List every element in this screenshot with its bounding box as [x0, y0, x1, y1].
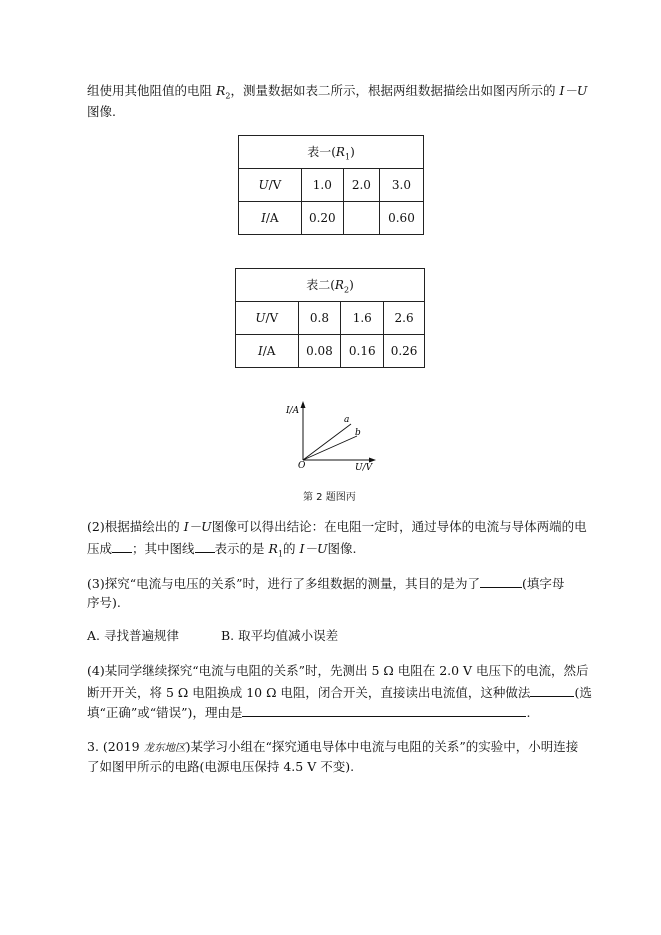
y-axis-label: I/A: [286, 406, 300, 416]
q4-line-1: (4)某同学继续探究“电流与电阻的关系”时，先测出 5 Ω 电阻在 2.0 V 电压下的电流，然后: [87, 663, 589, 678]
table-1-row-u: [239, 169, 424, 202]
answer-blank[interactable]: [530, 684, 574, 697]
intro-line-1: [87, 83, 587, 105]
table-2-row-i: [236, 335, 425, 368]
q3-line-1: (3)探究“电流与电压的关系”时，进行了多组数据的测量，其目的是为了 (填字母: [87, 576, 565, 591]
q4-line-3: 填“正确”或“错误”)，理由是 .: [87, 705, 531, 720]
intro-text-a: 组使用其他阻值的电阻: [87, 83, 216, 98]
table-cell: [343, 202, 379, 235]
q3-line-2: 序号).: [87, 595, 121, 610]
q3-options: [87, 628, 338, 644]
table-cell: 0.16: [341, 335, 384, 368]
iu-symbol: I－U: [559, 83, 588, 98]
table-2: [235, 268, 425, 368]
table-cell: 0.26: [384, 335, 425, 368]
line-b-label: b: [355, 428, 361, 438]
intro-text-b: ，测量数据如表二所示，根据两组数据描绘出如图丙所示的: [230, 83, 560, 98]
table-cell: 2.0: [343, 169, 379, 202]
table-cell: 0.8: [298, 302, 341, 335]
q4-line-2: 断开开关，将 5 Ω 电阻换成 10 Ω 电阻，闭合开关，直接读出电流值，这种做法 (选: [87, 685, 592, 700]
r2-subscript: 2: [225, 91, 231, 101]
table-2-title-row: [236, 269, 425, 302]
p3-line-1: 3. (2019 龙东地区)某学习小组在“探究通电导体中电流与电阻的关系”的实验中，小明连接: [87, 739, 579, 754]
table-2-row-u: [236, 302, 425, 335]
intro-line-2: [87, 104, 116, 120]
answer-blank[interactable]: [195, 540, 215, 553]
table-1-row-i: [239, 202, 424, 235]
table-cell: 0.60: [379, 202, 423, 235]
table-cell: 0.20: [301, 202, 343, 235]
origin-label: O: [298, 461, 306, 471]
x-axis-arrow: [369, 458, 376, 463]
table-1: [238, 135, 424, 235]
table-cell: 0.08: [298, 335, 341, 368]
line-a-label: a: [344, 415, 350, 425]
table-cell: 3.0: [379, 169, 423, 202]
figure-caption: 第 2 题图丙: [303, 492, 356, 503]
table-cell: 1.6: [341, 302, 384, 335]
table-cell: U/V: [236, 302, 299, 335]
option-a: A. 寻找普遍规律: [87, 628, 179, 643]
q2-line-1: (2)根据描绘出的 I－U图像可以得出结论：在电阻一定时，通过导体的电流与导体两端的电: [87, 519, 587, 534]
r2-symbol: R: [215, 83, 226, 98]
y-axis-arrow: [301, 401, 306, 408]
answer-blank[interactable]: [242, 704, 526, 717]
answer-blank[interactable]: [112, 540, 132, 553]
table-cell: I/A: [236, 335, 299, 368]
q2-line-2: 压成 ；其中图线 表示的是 $R_1$的 I－U图像.: [87, 541, 357, 559]
table-cell: 1.0: [301, 169, 343, 202]
x-axis-label: U/V: [355, 463, 373, 473]
option-b: B. 取平均值减小误差: [220, 628, 339, 643]
table-cell: I/A: [239, 202, 302, 235]
iu-graph: [283, 398, 383, 473]
table-1-title: 表一$(R_1)$: [239, 136, 424, 169]
table-1-title-row: [239, 136, 424, 169]
intro-text-c: 图像.: [87, 104, 116, 119]
table-cell: 2.6: [384, 302, 425, 335]
table-2-title: 表二$(R_2)$: [236, 269, 425, 302]
p3-line-2: 了如图甲所示的电路(电源电压保持 4.5 V 不变).: [87, 759, 355, 774]
table-cell: U/V: [239, 169, 302, 202]
answer-blank[interactable]: [480, 575, 522, 588]
